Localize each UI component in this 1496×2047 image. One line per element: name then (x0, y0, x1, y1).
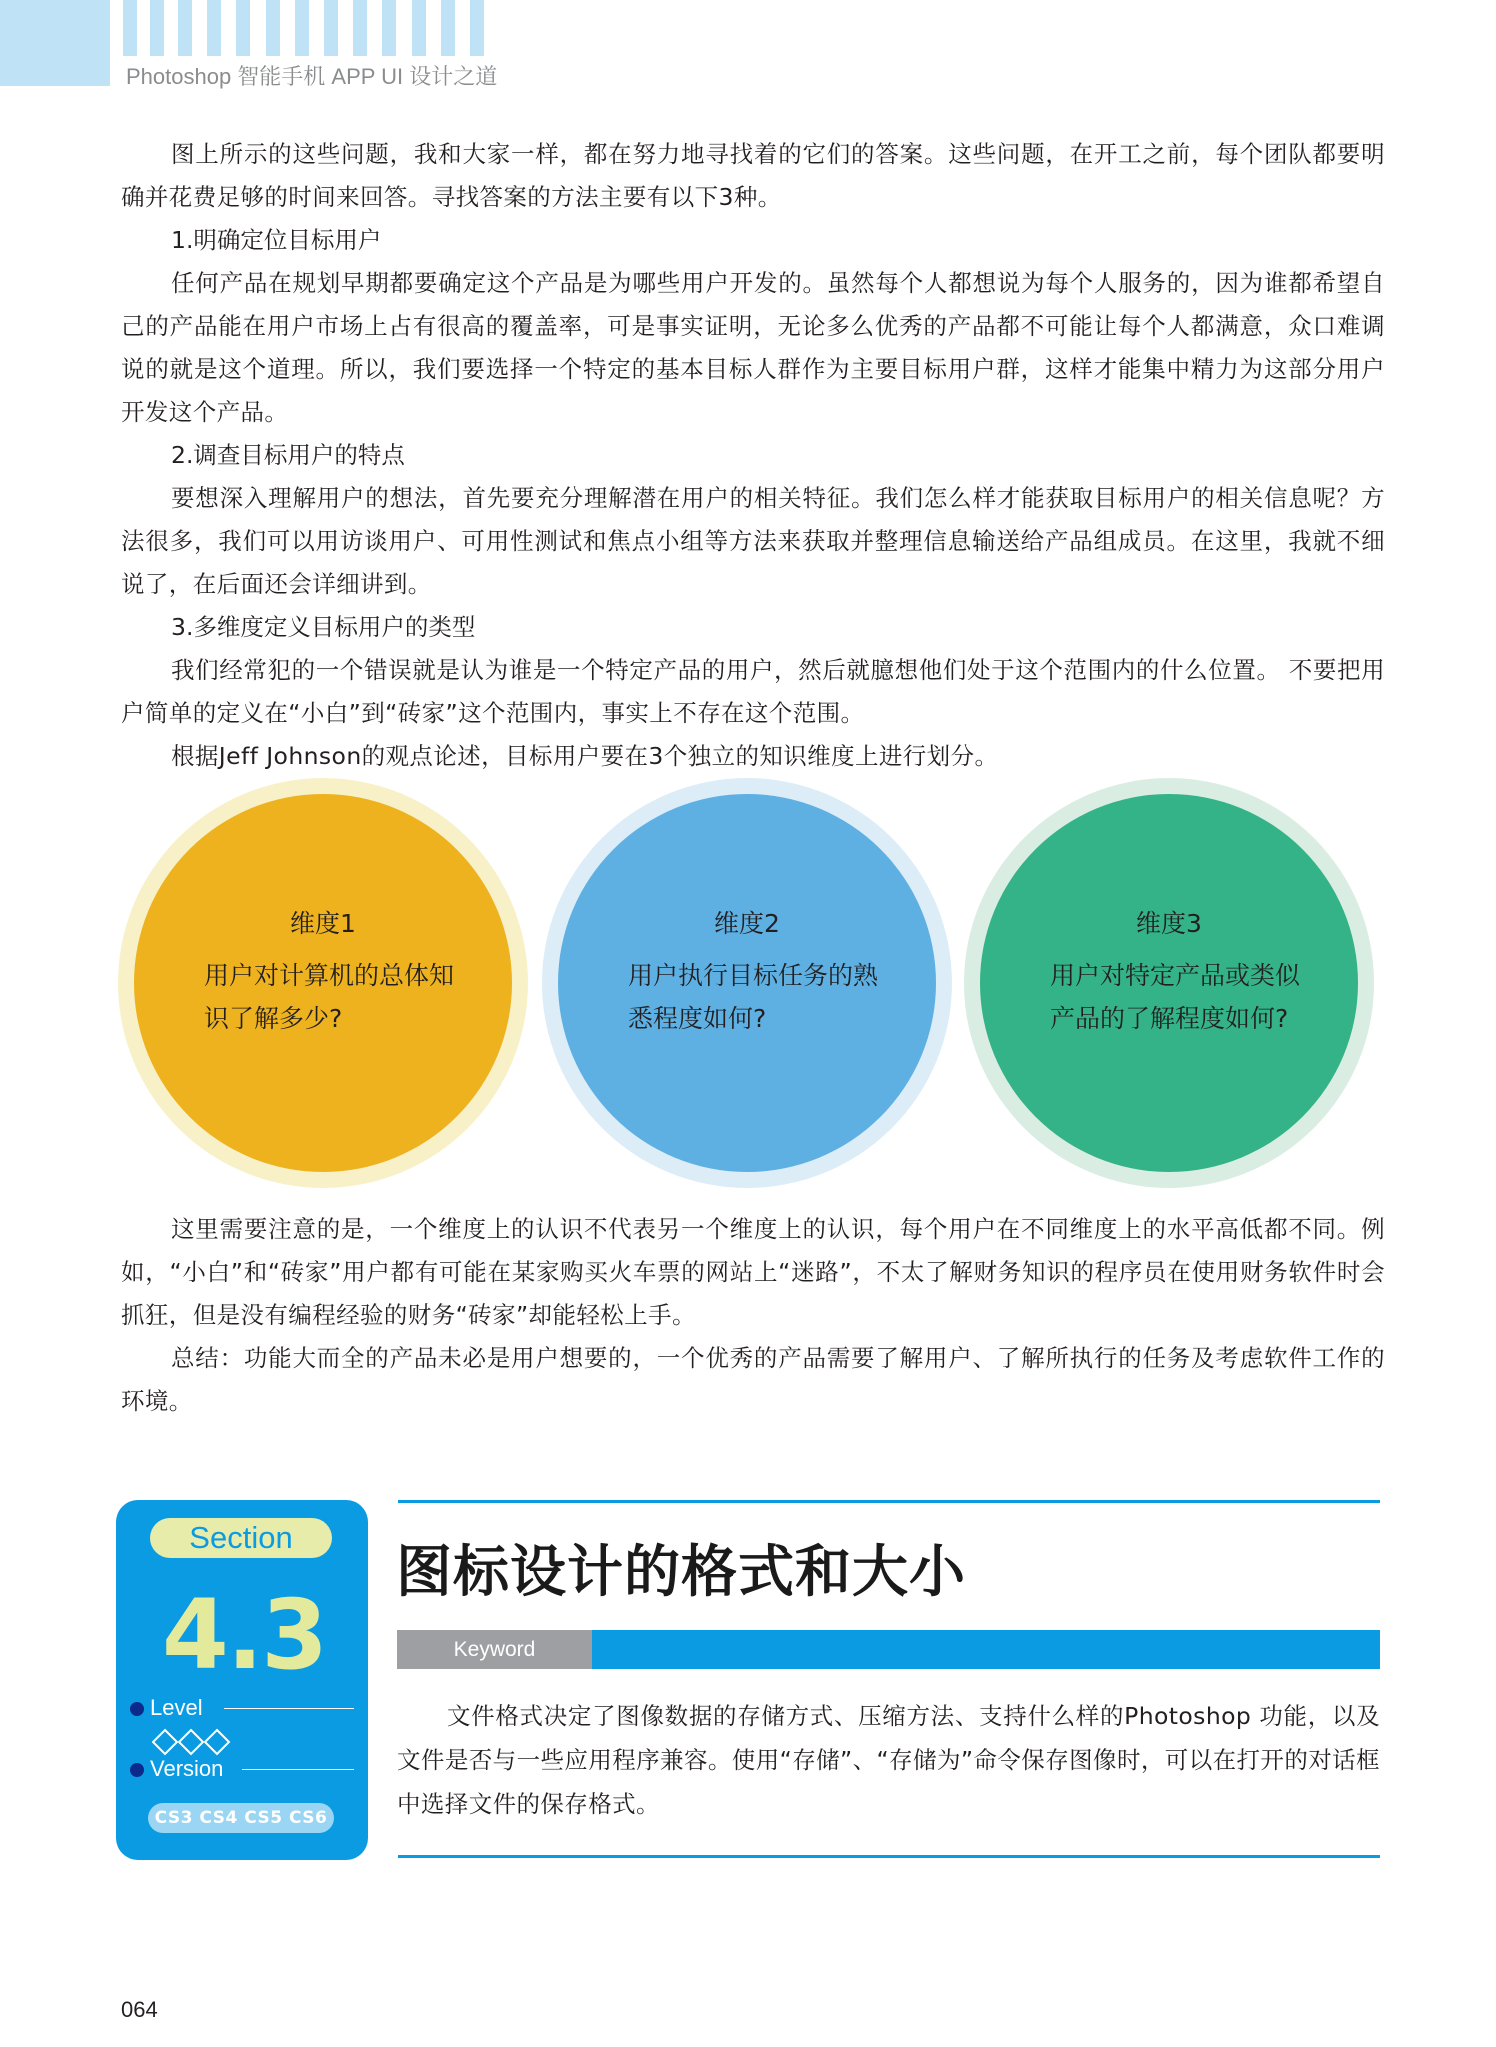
dimension-1-halo (118, 778, 528, 1188)
subheading: 2.调查目标用户的特点 (171, 441, 405, 469)
level-label: Level (150, 1695, 203, 1720)
paragraph: 图上所示的这些问题，我和大家一样，都在努力地寻找着的它们的答案。这些问题，在开工之前，每个团队都要明确并花费足够的时间来回答。寻找答案的方法主要有以下3种。 (121, 140, 1385, 211)
paragraph: 总结：功能大而全的产品未必是用户想要的，一个优秀的产品需要了解用户、了解所执行的任务及考虑软件工作的环境。 (121, 1344, 1385, 1415)
dimension-1-title: 维度1 (290, 909, 356, 938)
dimension-3-title: 维度3 (1136, 909, 1202, 938)
version-label: Version (150, 1756, 224, 1781)
header-stripe (266, 0, 280, 56)
bullet-icon (130, 1702, 144, 1716)
header-stripe (207, 0, 221, 56)
paragraph: 文件格式决定了图像数据的存储方式、压缩方法、支持什么样的Photoshop 功能，以及文件是否与一些应用程序兼容。使用“存储”、“存储为”命令保存图像时，可以在打开的对话框中选择文件的保存格式。 (397, 1702, 1380, 1818)
section-label: Section (150, 1518, 332, 1558)
paragraph: 我们经常犯的一个错误就是认为谁是一个特定产品的用户，然后就臆想他们处于这个范围内的什么位置。 不要把用户简单的定义在“小白”到“砖家”这个范围内，事实上不存在这个范围。 (121, 656, 1385, 727)
section-card (116, 1500, 368, 1860)
version-badge: CS3 CS4 CS5 CS6 (148, 1803, 334, 1833)
conclusion-text (121, 1208, 1385, 1423)
keyword-bar (397, 1630, 1380, 1669)
divider (242, 1769, 354, 1770)
divider (224, 1708, 354, 1709)
header-stripe (353, 0, 367, 56)
paragraph: 这里需要注意的是，一个维度上的认识不代表另一个维度上的认识，每个用户在不同维度上的水平高低都不同。例如，“小白”和“砖家”用户都有可能在某家购买火车票的网站上“迷路”，不太了解财务知识的程序员在使用财务软件时会抓狂，但是没有编程经验的财务“砖家”却能轻松上手。 (121, 1215, 1385, 1329)
dimension-2-title: 维度2 (714, 909, 780, 938)
header-stripe (150, 0, 164, 56)
dimension-diagram (118, 778, 1388, 1198)
subheading: 3.多维度定义目标用户的类型 (171, 613, 476, 641)
dimension-2-text: 用户执行目标任务的熟悉程度如何? (628, 961, 879, 1033)
dimension-3-halo (964, 778, 1374, 1188)
header-stripe (441, 0, 455, 56)
header-block (0, 0, 110, 86)
header-stripe (382, 0, 396, 56)
dimension-3-text: 用户对特定产品或类似产品的了解程度如何? (1050, 961, 1301, 1033)
section-top-rule (398, 1500, 1380, 1503)
body-text (121, 133, 1385, 778)
bullet-icon (130, 1763, 144, 1777)
header-stripe (123, 0, 137, 56)
level-diamonds-icon (152, 1728, 232, 1756)
section-bottom-rule (398, 1855, 1380, 1858)
paragraph: 任何产品在规划早期都要确定这个产品是为哪些用户开发的。虽然每个人都想说为每个人服务的，因为谁都希望自己的产品能在用户市场上占有很高的覆盖率，可是事实证明，无论多么优秀的产品都不可能让每个人都满意，众口难调说的就是这个道理。所以，我们要选择一个特定的基本目标人群作为主要目标用户群，这样才能集中精力为这部分用户开发这个产品。 (121, 269, 1385, 426)
book-title: Photoshop 智能手机 APP UI 设计之道 (126, 64, 498, 89)
header-stripe (178, 0, 192, 56)
dimension-1-circle (134, 794, 512, 1172)
section-number: 4.3 (162, 1579, 327, 1691)
dimension-2-halo (542, 778, 952, 1188)
header-stripe (412, 0, 426, 56)
header-stripe (295, 0, 309, 56)
version-row (130, 1756, 354, 1782)
header-stripe (324, 0, 338, 56)
paragraph: 要想深入理解用户的想法，首先要充分理解潜在用户的相关特征。我们怎么样才能获取目标用户的相关信息呢？方法很多，我们可以用访谈用户、可用性测试和焦点小组等方法来获取并整理信息输送给产品组成员。在这里，我就不细说了，在后面还会详细讲到。 (121, 484, 1385, 598)
dimension-1-text: 用户对计算机的总体知识了解多少? (204, 961, 455, 1033)
header-decoration (0, 0, 485, 58)
dimension-2-circle (558, 794, 936, 1172)
header-stripe (236, 0, 250, 56)
paragraph: 根据Jeff Johnson的观点论述，目标用户要在3个独立的知识维度上进行划分。 (171, 742, 999, 770)
page-number: 064 (121, 1997, 158, 2022)
level-row (130, 1695, 354, 1721)
header-stripe (470, 0, 484, 56)
section-heading: 图标设计的格式和大小 (396, 1540, 966, 1605)
dimension-3-circle (980, 794, 1358, 1172)
subheading: 1.明确定位目标用户 (171, 226, 382, 254)
section-intro (397, 1694, 1380, 1826)
keyword-tab: Keyword (397, 1630, 592, 1669)
